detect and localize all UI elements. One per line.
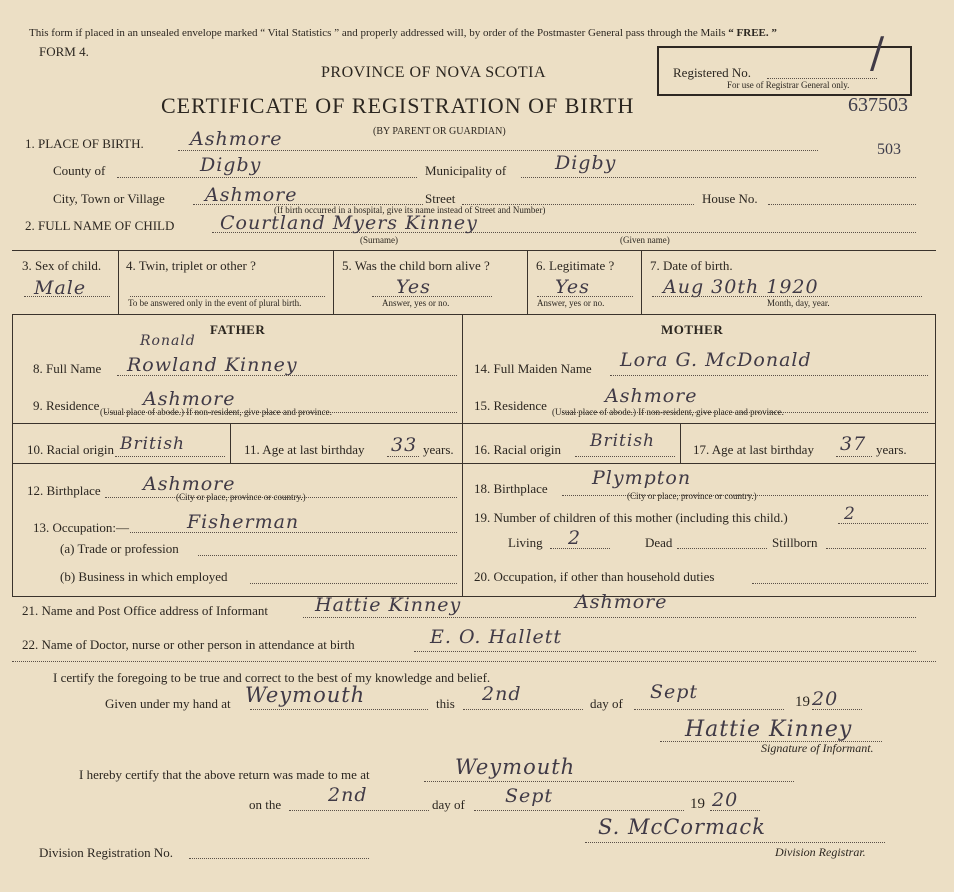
father-occupation-label: 13. Occupation:—: [33, 520, 130, 535]
informant-label: 21. Name and Post Office address of Informant: [22, 603, 268, 618]
doctor-label: 22. Name of Doctor, nurse or other person in attendance at birth: [22, 637, 355, 652]
mother-name-value: Lora G. McDonald: [620, 349, 812, 371]
registrar-year-prefix: 19: [690, 796, 705, 812]
registered-note: For use of Registrar General only.: [727, 80, 850, 90]
mother-residence-value: Ashmore: [605, 385, 698, 407]
given-place: Weymouth: [245, 683, 366, 707]
father-racial-value: British: [120, 434, 185, 454]
doctor-value: E. O. Hallett: [430, 626, 563, 648]
stamped-number: 637503: [848, 94, 908, 116]
city-label: City, Town or Village: [53, 191, 165, 206]
mother-children-value: 2: [844, 504, 856, 524]
mother-age-value: 37: [840, 433, 867, 455]
given-day-of-label: day of: [590, 696, 623, 711]
registrar-day-of-label: day of: [432, 797, 465, 812]
twin-note: To be answered only in the event of plural birth.: [128, 298, 302, 308]
mother-living-value: 2: [568, 527, 582, 549]
registrar-statement: I hereby certify that the above return was made to me at: [79, 767, 370, 782]
sex-value: Male: [34, 277, 87, 299]
registrar-year: 20: [712, 789, 739, 811]
mother-age-label: 17. Age at last birthday: [693, 442, 814, 457]
street-label: Street: [425, 191, 456, 206]
alive-note: Answer, yes or no.: [382, 298, 450, 308]
father-occupation-value: Fisherman: [187, 511, 300, 533]
father-racial-label: 10. Racial origin: [27, 442, 115, 457]
father-residence-label: 9. Residence: [33, 398, 100, 413]
certificate-subtitle: (BY PARENT OR GUARDIAN): [373, 126, 506, 137]
mother-residence-note: (Usual place of abode.) If non-resident, give place and province.: [552, 407, 784, 417]
division-registrar-caption: Division Registrar.: [775, 845, 866, 859]
certify-statement: I certify the foregoing to be true and correct to the best of my knowledge and belief.: [53, 670, 491, 685]
informant-name: Hattie Kinney: [315, 594, 462, 616]
mail-notice: This form if placed in an unsealed envelope marked “ Vital Statistics ” and properly addressed will, by order of the Postmaster General pass through the Mails “ FREE. ”: [29, 27, 777, 39]
mother-racial-value: British: [590, 431, 655, 451]
registrar-day: 2nd: [328, 784, 368, 806]
house-label: House No.: [702, 191, 758, 206]
father-name-label: 8. Full Name: [33, 361, 102, 376]
given-day: 2nd: [482, 683, 522, 705]
county-label: County of: [53, 163, 106, 178]
father-age-label: 11. Age at last birthday: [244, 442, 365, 457]
mother-birthplace-note: (City or place, province or country.): [627, 491, 757, 501]
registrar-on-the-label: on the: [249, 797, 282, 812]
registrar-month: Sept: [505, 785, 554, 807]
father-birthplace-note: (City or place, province or country.): [176, 492, 306, 502]
father-residence-value: Ashmore: [143, 388, 236, 410]
given-month: Sept: [650, 681, 699, 703]
mother-stillborn-label: Stillborn: [772, 535, 818, 550]
father-birthplace-value: Ashmore: [143, 473, 236, 495]
street-note: (If birth occurred in a hospital, give its name instead of Street and Number): [274, 205, 546, 215]
place-of-birth-label: 1. PLACE OF BIRTH.: [25, 136, 144, 151]
registrar-signature: S. McCormack: [598, 815, 766, 839]
municipality-label: Municipality of: [425, 163, 507, 178]
mother-children-label: 19. Number of children of this mother (including this child.): [474, 510, 788, 525]
municipality-value: Digby: [555, 152, 617, 174]
mother-years-label: years.: [876, 442, 907, 457]
informant-signature: Hattie Kinney: [685, 717, 853, 742]
surname-caption: (Surname): [360, 235, 398, 245]
alive-value: Yes: [396, 276, 431, 298]
father-business-label: (b) Business in which employed: [60, 569, 228, 584]
father-age-value: 33: [391, 434, 418, 456]
mother-dead-label: Dead: [645, 535, 673, 550]
mother-name-label: 14. Full Maiden Name: [474, 361, 592, 376]
given-year: 20: [812, 688, 839, 710]
mother-residence-label: 15. Residence: [474, 398, 547, 413]
legit-note: Answer, yes or no.: [537, 298, 605, 308]
informant-address: Ashmore: [575, 591, 668, 613]
form-number: FORM 4.: [39, 44, 89, 59]
province-heading: PROVINCE OF NOVA SCOTIA: [321, 64, 547, 81]
given-year-prefix: 19: [795, 694, 810, 710]
registered-label: Registered No.: [673, 65, 751, 80]
certificate-title: CERTIFICATE OF REGISTRATION OF BIRTH: [161, 93, 635, 118]
mother-racial-label: 16. Racial origin: [474, 442, 562, 457]
father-years-label: years.: [423, 442, 454, 457]
mother-birthplace-value: Plympton: [592, 467, 692, 489]
date-label: 7. Date of birth.: [650, 258, 733, 273]
alive-label: 5. Was the child born alive ?: [342, 258, 490, 273]
given-this-label: this: [436, 696, 455, 711]
given-label: Given under my hand at: [105, 696, 231, 711]
father-residence-note: (Usual place of abode.) If non-resident, give place and province.: [100, 407, 332, 417]
county-value: Digby: [200, 154, 262, 176]
child-name-label: 2. FULL NAME OF CHILD: [25, 218, 175, 233]
registrar-place: Weymouth: [455, 755, 576, 779]
mother-occupation-label: 20. Occupation, if other than household duties: [474, 569, 715, 584]
legit-label: 6. Legitimate ?: [536, 258, 615, 273]
child-name-value: Courtland Myers Kinney: [220, 212, 478, 234]
father-heading: FATHER: [210, 322, 266, 337]
informant-signature-caption: Signature of Informant.: [761, 741, 874, 755]
pen-stroke: /: [870, 28, 886, 77]
place-of-birth-value: Ashmore: [190, 128, 283, 150]
father-trade-label: (a) Trade or profession: [60, 541, 179, 556]
city-value: Ashmore: [205, 184, 298, 206]
mother-living-label: Living: [508, 535, 543, 550]
legit-value: Yes: [555, 276, 590, 298]
mother-heading: MOTHER: [661, 322, 724, 337]
date-note: Month, day, year.: [767, 298, 830, 308]
mother-birthplace-label: 18. Birthplace: [474, 481, 548, 496]
father-birthplace-label: 12. Birthplace: [27, 483, 101, 498]
division-registration-label: Division Registration No.: [39, 845, 173, 860]
sex-label: 3. Sex of child.: [22, 258, 102, 273]
father-name-value: Rowland Kinney: [127, 354, 298, 376]
stamped-number-2: 503: [877, 141, 901, 158]
given-caption: (Given name): [620, 235, 670, 245]
date-value: Aug 30th 1920: [663, 276, 819, 298]
father-name-correction: Ronald: [140, 333, 196, 349]
twin-label: 4. Twin, triplet or other ?: [126, 258, 256, 273]
